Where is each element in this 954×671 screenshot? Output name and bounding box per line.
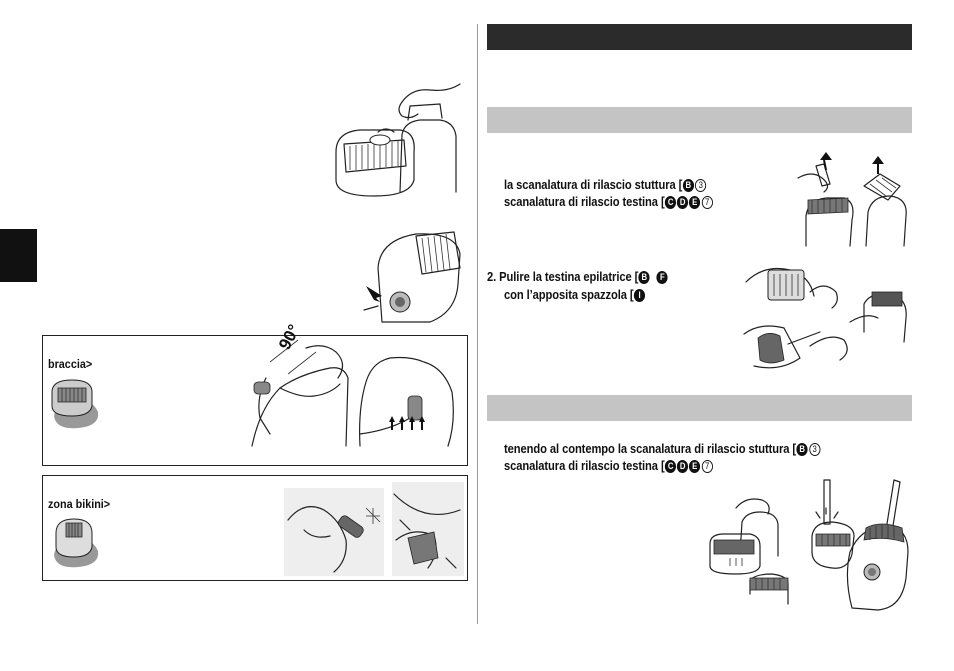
epilator-switch-illustration bbox=[360, 228, 470, 328]
bikini-epilation-illustration bbox=[284, 480, 464, 578]
section3-line1 bbox=[504, 440, 821, 457]
circled-number: 3 bbox=[695, 179, 706, 192]
badge-f: F bbox=[657, 271, 668, 284]
badge-e: E bbox=[689, 460, 700, 473]
section3-line1-text: tenendo al contempo la scanalatura di rilascio stuttura [ bbox=[504, 441, 797, 456]
head-rinse-illustration bbox=[808, 478, 914, 612]
section3-line2-text: scanalatura di rilascio testina [ bbox=[504, 458, 665, 473]
arm-epilation-illustration bbox=[240, 338, 465, 448]
section2-line2 bbox=[504, 286, 646, 303]
section-header-bar bbox=[487, 24, 912, 50]
badge-i: I bbox=[634, 289, 645, 302]
cap-attachment-icon-arms bbox=[48, 376, 108, 431]
subsection-bar-2 bbox=[487, 395, 912, 421]
badge-c: C bbox=[665, 460, 676, 473]
circled-number: 3 bbox=[809, 443, 820, 456]
badge-c: C bbox=[665, 196, 676, 209]
badge-b: B bbox=[796, 443, 807, 456]
head-oiling-reattach-illustration bbox=[706, 494, 800, 610]
subsection-bar-1 bbox=[487, 107, 912, 133]
badge-b: B bbox=[639, 271, 650, 284]
circled-number: 7 bbox=[702, 460, 713, 473]
badge-d: D bbox=[677, 460, 688, 473]
column-divider bbox=[477, 24, 478, 624]
tip-box-bikini-label: zona bikini> bbox=[48, 497, 111, 511]
badge-e: E bbox=[689, 196, 700, 209]
section-side-tab bbox=[0, 229, 37, 282]
cap-attachment-icon-bikini bbox=[48, 515, 108, 570]
head-removal-illustration bbox=[796, 156, 914, 248]
section1-line2-text: scanalatura di rilascio testina [ bbox=[504, 194, 665, 209]
section2-line2-text: con l’apposita spazzola [ bbox=[504, 287, 634, 302]
section1-line1 bbox=[504, 176, 707, 193]
circled-number: 7 bbox=[702, 196, 713, 209]
section3-line2 bbox=[504, 457, 714, 474]
epilator-head-oiling-illustration bbox=[330, 80, 470, 200]
section2-line1-text: 2. Pulire la testina epilatrice [ bbox=[487, 269, 639, 284]
angle-90-label: 90° bbox=[275, 321, 304, 353]
section1-line1-text: la scanalatura di rilascio stuttura [ bbox=[504, 177, 683, 192]
badge-b: B bbox=[683, 179, 694, 192]
section2-line1 bbox=[487, 268, 668, 285]
brush-cleaning-illustration bbox=[740, 262, 914, 382]
badge-d: D bbox=[677, 196, 688, 209]
section1-line2 bbox=[504, 193, 714, 210]
tip-box-arms-label: braccia> bbox=[48, 357, 93, 371]
